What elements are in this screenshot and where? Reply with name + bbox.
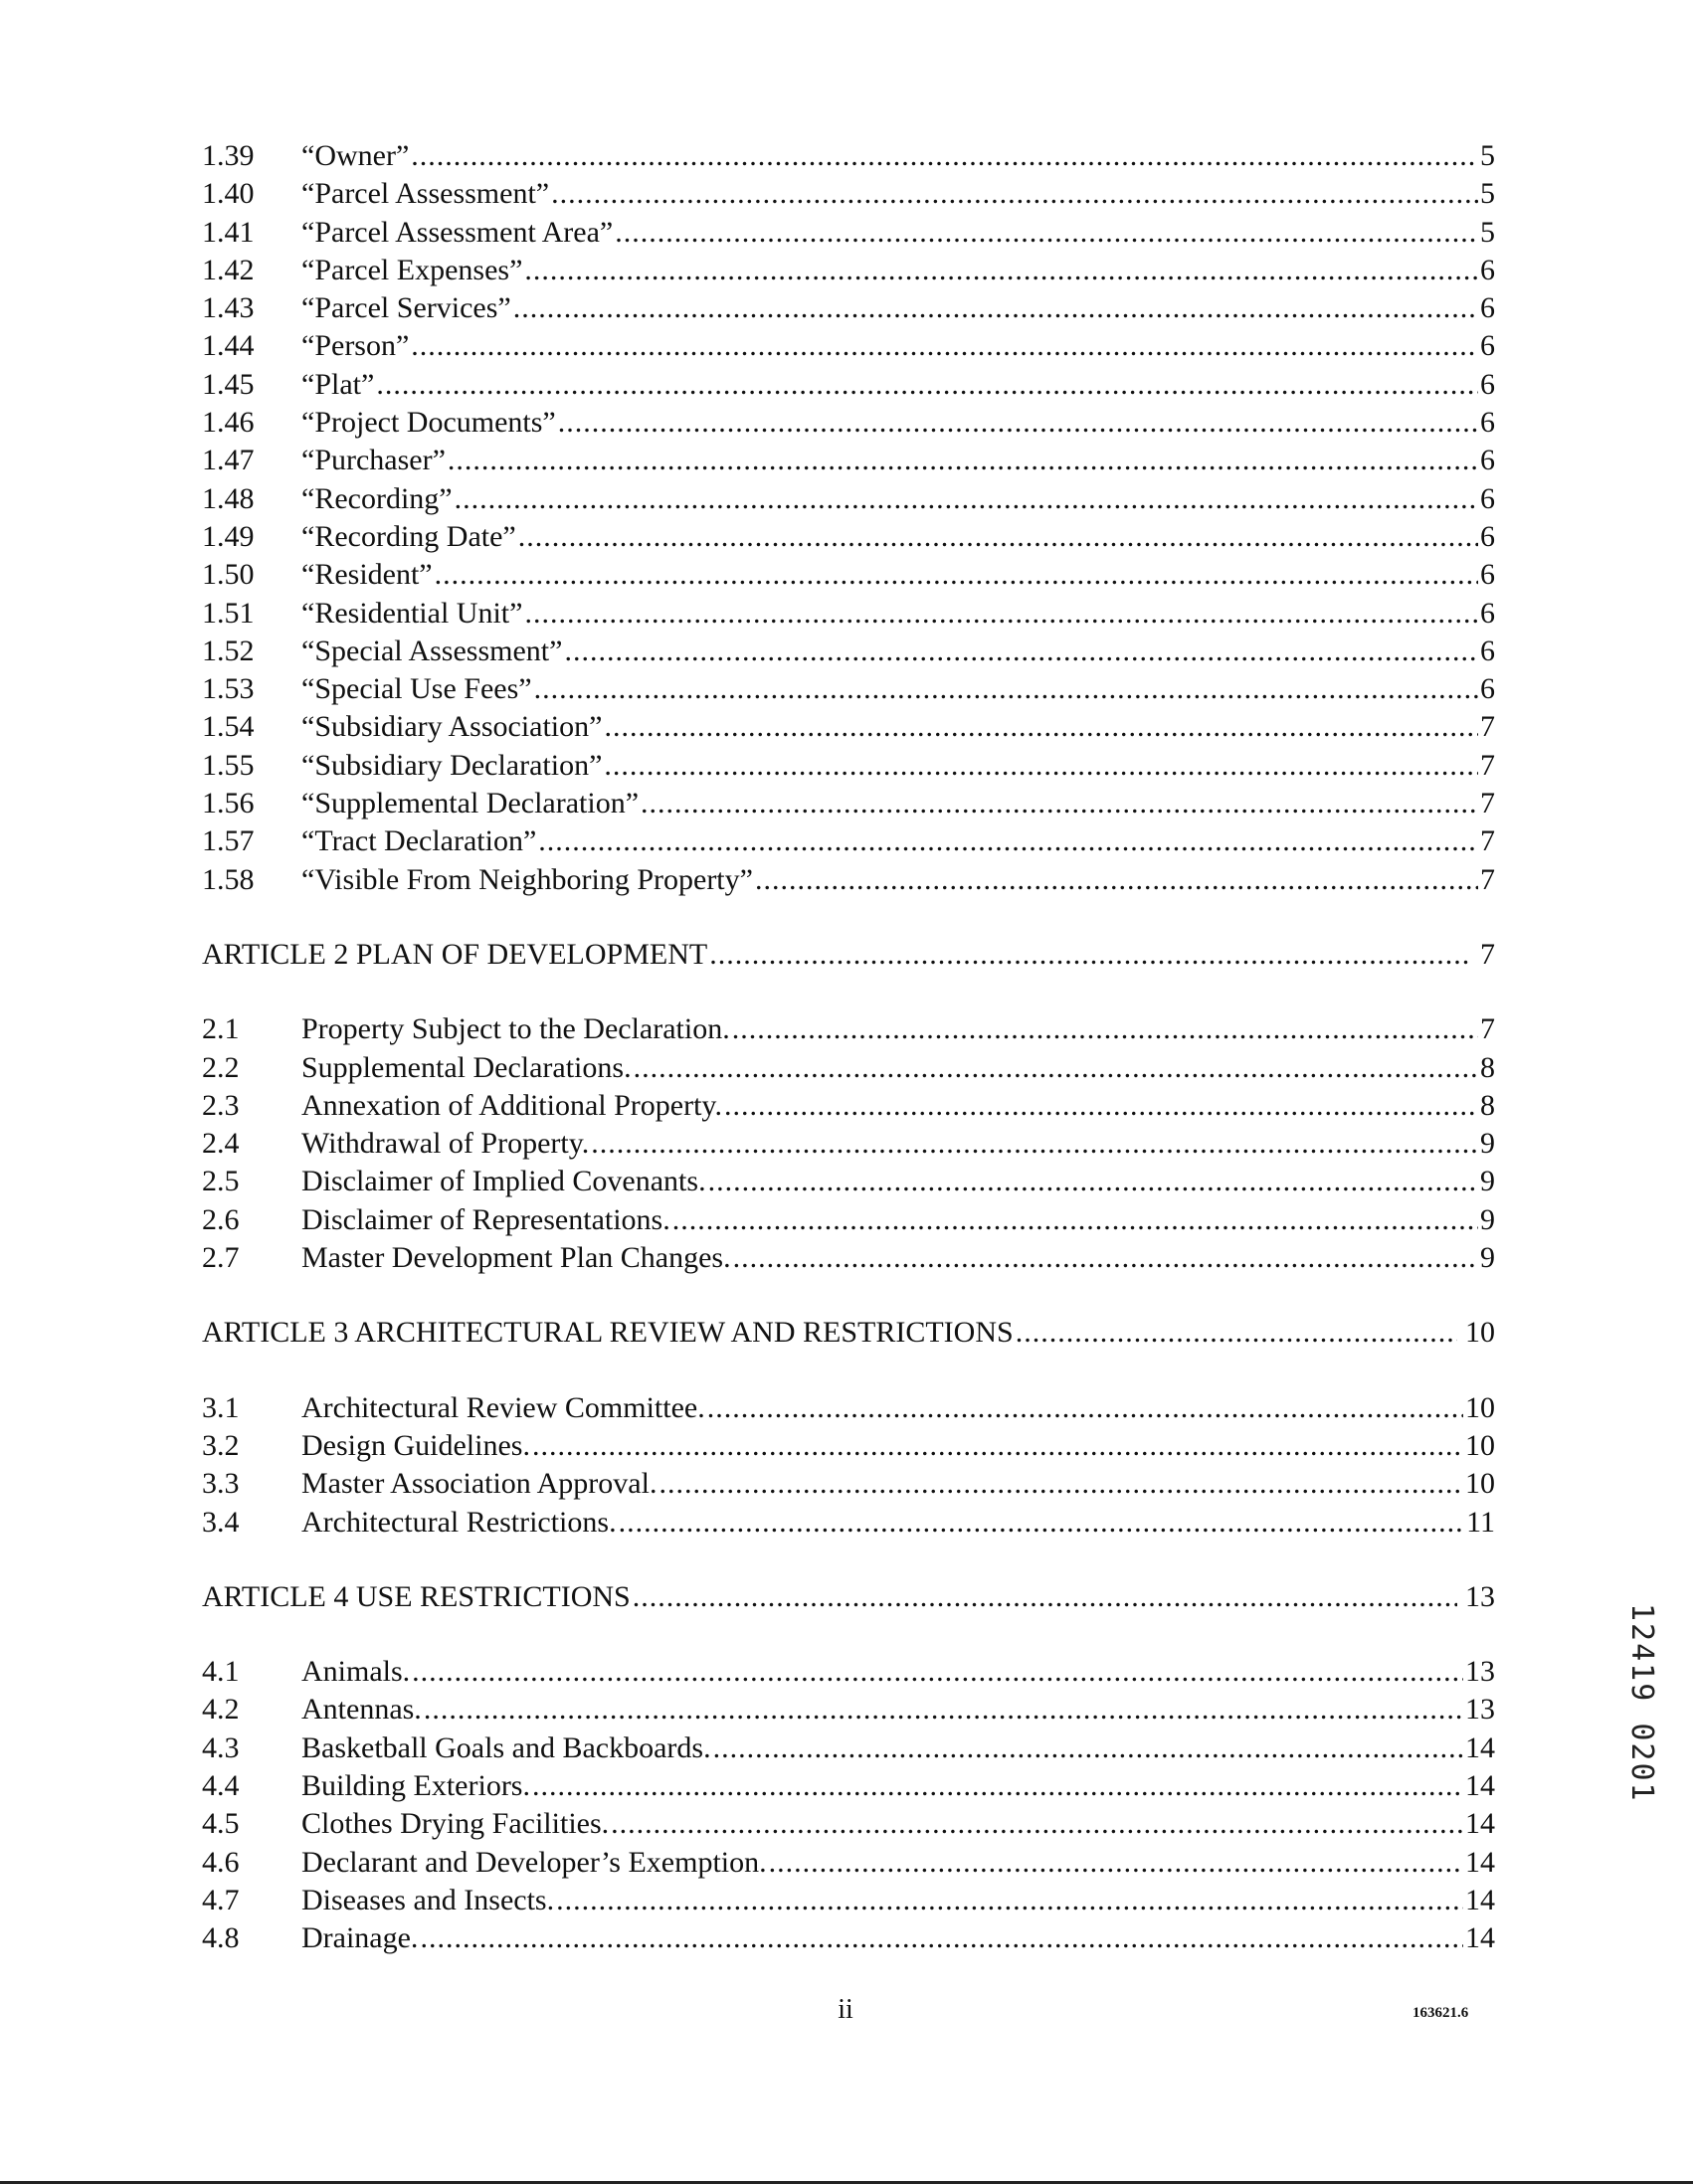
entry-number: 3.4 [202,1505,240,1539]
entry-number: 4.4 [202,1768,240,1802]
entry-title: “Special Use Fees” [301,672,532,706]
dot-leader [724,1087,1478,1125]
entry-page: 6 [1480,253,1495,286]
side-stamp [1623,1603,1663,1872]
entry-title: Drainage. [301,1921,419,1955]
entry-number: 2.6 [202,1202,240,1236]
article-4-heading [202,1578,1495,1616]
dot-leader [532,1767,1463,1805]
article-3-sections [202,1389,1495,1542]
dot-leader [524,252,1478,289]
entry-number: 4.5 [202,1807,240,1841]
entry-number: 1.49 [202,519,255,553]
toc-entry [202,214,1495,252]
entry-title: Master Development Plan Changes. [301,1241,731,1275]
dot-leader [448,442,1478,479]
entry-number: 2.2 [202,1050,240,1084]
entry-title: “Special Assessment” [301,634,563,667]
entry-number: 3.2 [202,1428,240,1462]
entry-page: 6 [1480,291,1495,325]
dot-leader [611,1805,1463,1843]
entry-number: 1.52 [202,634,255,667]
toc-entry [202,480,1495,518]
toc-entry [202,595,1495,633]
entry-page: 11 [1466,1505,1495,1539]
entry-title: “Recording” [301,481,453,515]
dot-leader [376,366,1478,404]
dot-leader [591,1125,1478,1163]
dot-leader [558,404,1478,442]
article-page: 13 [1465,1579,1495,1613]
entry-page: 5 [1480,139,1495,172]
dot-leader [769,1844,1463,1882]
entry-number: 1.55 [202,748,255,782]
toc-entry [202,747,1495,785]
dot-leader [412,1653,1463,1691]
article-title: ARTICLE 3 ARCHITECTURAL REVIEW AND RESTRICTIONS [202,1316,1014,1350]
entry-number: 1.53 [202,672,255,706]
toc-entry [202,1010,1495,1048]
dot-leader [708,1163,1478,1200]
article-title: ARTICLE 4 USE RESTRICTIONS [202,1579,631,1613]
entry-title: Basketball Goals and Backboards. [301,1730,711,1764]
entry-title: “Residential Unit” [301,596,523,630]
dot-leader [672,1201,1478,1239]
entry-title: Withdrawal of Property. [301,1127,590,1161]
entry-number: 4.3 [202,1730,240,1764]
side-stamp-text: 12419 0201 [1624,1603,1659,1803]
entry-page: 14 [1465,1921,1495,1955]
toc-entry [202,1729,1495,1767]
toc-entry [202,633,1495,670]
dot-leader [556,1882,1463,1919]
dot-leader [455,480,1478,518]
toc-entry [202,1239,1495,1277]
entry-title: Disclaimer of Representations. [301,1202,670,1236]
toc-entry [202,404,1495,442]
dot-leader [634,1049,1478,1087]
dot-leader [713,1729,1463,1767]
article-2-heading [202,936,1495,974]
dot-leader [615,214,1478,252]
entry-number: 2.4 [202,1127,240,1161]
entry-page: 7 [1480,1012,1495,1046]
entry-title: Clothes Drying Facilities. [301,1807,610,1841]
entry-title: Declarant and Developer’s Exemption. [301,1845,767,1879]
dot-leader [411,137,1478,175]
dot-leader [534,670,1478,708]
dot-leader [641,785,1478,822]
toc-entry [202,861,1495,899]
entry-number: 4.1 [202,1655,240,1689]
entry-title: “Owner” [301,139,410,172]
entry-number: 1.39 [202,139,255,172]
entry-page: 14 [1465,1883,1495,1916]
entry-number: 1.43 [202,291,255,325]
page-number: ii [838,1994,853,2025]
dot-leader [518,518,1478,556]
entry-number: 2.5 [202,1165,240,1198]
entry-number: 4.6 [202,1845,240,1879]
entry-page: 6 [1480,444,1495,477]
dot-leader [1016,1314,1457,1352]
document-code: 163621.6 [1412,2005,1469,2021]
dot-leader [551,175,1478,213]
entry-number: 3.3 [202,1467,240,1501]
dot-leader [658,1465,1463,1503]
entry-title: Disclaimer of Implied Covenants. [301,1165,706,1198]
dot-leader [709,936,1472,974]
dot-leader [532,1427,1463,1465]
article-title: ARTICLE 2 PLAN OF DEVELOPMENT [202,937,708,971]
entry-page: 9 [1480,1165,1495,1198]
toc-entry [202,175,1495,213]
toc-entry [202,1653,1495,1691]
toc-entry [202,556,1495,594]
toc-entry [202,708,1495,746]
entry-page: 7 [1480,748,1495,782]
entry-page: 6 [1480,634,1495,667]
entry-number: 1.50 [202,558,255,592]
dot-leader [755,861,1478,899]
entry-page: 6 [1480,406,1495,440]
toc-entry [202,1504,1495,1542]
entry-page: 6 [1480,329,1495,363]
entry-page: 7 [1480,787,1495,820]
entry-title: Master Association Approval. [301,1467,658,1501]
entry-page: 10 [1465,1467,1495,1501]
entry-number: 1.40 [202,177,255,211]
entry-number: 1.58 [202,862,255,896]
entry-number: 1.54 [202,710,255,744]
toc-entry [202,252,1495,289]
entry-page: 6 [1480,367,1495,401]
entry-page: 5 [1480,177,1495,211]
entry-number: 1.42 [202,253,255,286]
toc-entry [202,1691,1495,1729]
dot-leader [538,822,1478,860]
entry-title: “Parcel Services” [301,291,511,325]
dot-leader [513,289,1478,327]
entry-number: 2.1 [202,1012,240,1046]
article-2-sections [202,1010,1495,1277]
entry-page: 5 [1480,215,1495,249]
toc-entry [202,1125,1495,1163]
dot-leader [619,1504,1465,1542]
dot-leader [420,1919,1463,1957]
entry-title: “Person” [301,329,410,363]
table-of-contents [202,137,1495,1957]
toc-entry [202,289,1495,327]
definitions-list [202,137,1495,899]
toc-entry [202,1805,1495,1843]
entry-title: “Parcel Assessment Area” [301,215,614,249]
entry-number: 4.8 [202,1921,240,1955]
entry-page: 7 [1480,824,1495,858]
article-page: 7 [1480,937,1495,971]
entry-page: 6 [1480,558,1495,592]
entry-title: Supplemental Declarations. [301,1050,632,1084]
entry-page: 13 [1465,1693,1495,1727]
dot-leader [707,1389,1463,1427]
entry-title: “Project Documents” [301,406,556,440]
toc-entry [202,1465,1495,1503]
entry-title: “Supplemental Declaration” [301,787,640,820]
toc-entry [202,1767,1495,1805]
entry-title: “Recording Date” [301,519,516,553]
entry-title: Diseases and Insects. [301,1883,555,1916]
dot-leader [435,556,1478,594]
toc-entry [202,518,1495,556]
toc-entry [202,1163,1495,1200]
dot-leader [411,327,1478,365]
article-4-sections [202,1653,1495,1957]
dot-leader [564,633,1478,670]
entry-number: 1.56 [202,787,255,820]
dot-leader [524,595,1478,633]
entry-title: Property Subject to the Declaration. [301,1012,730,1046]
entry-number: 1.45 [202,367,255,401]
entry-title: Architectural Review Committee. [301,1390,705,1424]
entry-number: 1.44 [202,329,255,363]
entry-page: 14 [1465,1730,1495,1764]
entry-number: 2.3 [202,1088,240,1122]
toc-entry [202,1049,1495,1087]
entry-page: 14 [1465,1807,1495,1841]
entry-title: “Visible From Neighboring Property” [301,862,753,896]
entry-page: 6 [1480,672,1495,706]
entry-page: 9 [1480,1127,1495,1161]
entry-number: 3.1 [202,1390,240,1424]
entry-title: Building Exteriors. [301,1768,530,1802]
entry-number: 4.7 [202,1883,240,1916]
entry-page: 6 [1480,481,1495,515]
entry-number: 1.48 [202,481,255,515]
entry-number: 1.46 [202,406,255,440]
entry-title: “Tract Declaration” [301,824,537,858]
entry-title: “Subsidiary Association” [301,710,603,744]
entry-number: 1.47 [202,444,255,477]
toc-entry [202,1201,1495,1239]
entry-title: Annexation of Additional Property. [301,1088,722,1122]
entry-page: 10 [1465,1428,1495,1462]
toc-entry [202,366,1495,404]
entry-page: 9 [1480,1202,1495,1236]
dot-leader [604,708,1478,746]
entry-page: 14 [1465,1845,1495,1879]
toc-entry [202,670,1495,708]
entry-title: Design Guidelines. [301,1428,530,1462]
entry-number: 1.57 [202,824,255,858]
entry-page: 7 [1480,710,1495,744]
entry-title: Antennas. [301,1693,422,1727]
entry-page: 13 [1465,1655,1495,1689]
entry-number: 2.7 [202,1241,240,1275]
entry-title: “Parcel Expenses” [301,253,523,286]
dot-leader [733,1239,1478,1277]
toc-entry [202,327,1495,365]
article-3-heading [202,1314,1495,1352]
entry-title: “Resident” [301,558,433,592]
entry-page: 6 [1480,596,1495,630]
entry-title: “Plat” [301,367,375,401]
entry-title: Animals. [301,1655,411,1689]
entry-page: 7 [1480,862,1495,896]
toc-entry [202,137,1495,175]
entry-page: 6 [1480,519,1495,553]
dot-leader [604,747,1478,785]
entry-page: 14 [1465,1768,1495,1802]
toc-entry [202,1389,1495,1427]
toc-entry [202,1882,1495,1919]
entry-page: 8 [1480,1050,1495,1084]
entry-title: Architectural Restrictions. [301,1505,617,1539]
dot-leader [633,1578,1457,1616]
toc-entry [202,1087,1495,1125]
entry-page: 10 [1465,1390,1495,1424]
toc-entry [202,785,1495,822]
toc-entry [202,822,1495,860]
toc-entry [202,1919,1495,1957]
entry-number: 1.41 [202,215,255,249]
entry-number: 4.2 [202,1693,240,1727]
dot-leader [732,1010,1478,1048]
toc-entry [202,442,1495,479]
entry-page: 9 [1480,1241,1495,1275]
entry-number: 1.51 [202,596,255,630]
entry-title: “Purchaser” [301,444,446,477]
entry-title: “Parcel Assessment” [301,177,550,211]
entry-page: 8 [1480,1088,1495,1122]
article-page: 10 [1465,1316,1495,1350]
dot-leader [424,1691,1463,1729]
toc-entry [202,1427,1495,1465]
entry-title: “Subsidiary Declaration” [301,748,603,782]
toc-entry [202,1844,1495,1882]
